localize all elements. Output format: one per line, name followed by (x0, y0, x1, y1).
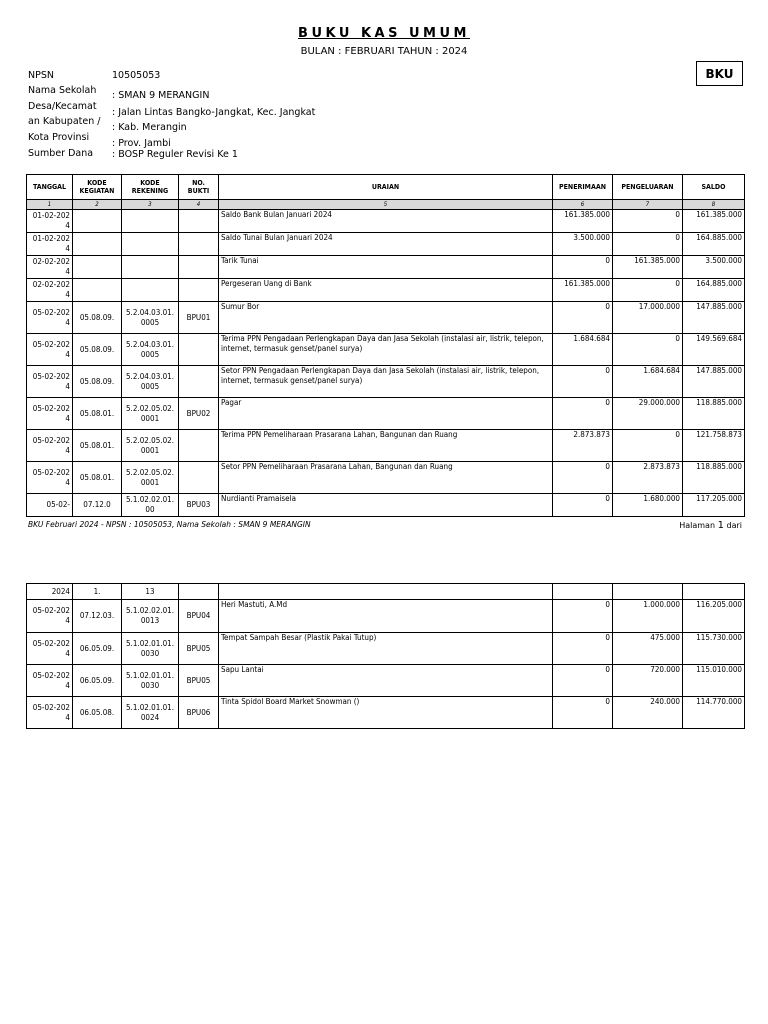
cell-no-bukti: BPU05 (179, 633, 219, 665)
cell-saldo: 118.885.000 (683, 398, 745, 430)
cell-saldo: 147.885.000 (683, 302, 745, 334)
col-no-bukti: NO. BUKTI (179, 175, 219, 200)
cell-no-bukti (179, 462, 219, 494)
cell-no-bukti (179, 366, 219, 398)
col-number: 3 (122, 200, 179, 210)
cell-no-bukti: BPU03 (179, 494, 219, 517)
cell-pengeluaran: 0 (613, 430, 683, 462)
cell-tanggal: 05-02-2024 (27, 633, 73, 665)
cell-kode-kegiatan: 06.05.09. (73, 633, 122, 665)
cell-pengeluaran: 0 (613, 279, 683, 302)
page-suffix: dari (726, 521, 742, 530)
cell-no-bukti (179, 279, 219, 302)
cell-tanggal: 05-02-2024 (27, 302, 73, 334)
cell-saldo: 3.500.000 (683, 256, 745, 279)
cell-no-bukti: BPU06 (179, 697, 219, 729)
col-number: 2 (73, 200, 122, 210)
cell-pengeluaran: 0 (613, 233, 683, 256)
column-number-row (27, 200, 745, 210)
cell-pengeluaran: 1.000.000 (613, 600, 683, 633)
cell-pengeluaran: 29.000.000 (613, 398, 683, 430)
cell-tanggal: 05-02-2024 (27, 398, 73, 430)
table-row (27, 633, 745, 665)
cell-kode-rekening: 5.1.02.01.01.0024 (122, 697, 179, 729)
cell-kode-rekening (122, 256, 179, 279)
cell-saldo: 116.205.000 (683, 600, 745, 633)
cell-saldo: 118.885.000 (683, 462, 745, 494)
table-body-page-2 (27, 584, 745, 729)
col-kode-kegiatan: KODE KEGIATAN (73, 175, 122, 200)
cell-no-bukti: BPU01 (179, 302, 219, 334)
cell-saldo: 115.730.000 (683, 633, 745, 665)
page-number: 1 (717, 520, 724, 531)
document-title: BUKU KAS UMUM (298, 26, 470, 41)
col-pengeluaran: PENGELUARAN (613, 175, 683, 200)
cell-penerimaan: 0 (553, 256, 613, 279)
table-row (27, 462, 745, 494)
value-npsn: 10505053 (112, 70, 161, 81)
table-row (27, 494, 745, 517)
cell-tanggal: 05-02-2024 (27, 366, 73, 398)
table-row (27, 430, 745, 462)
table-row (27, 334, 745, 366)
cell-kode-kegiatan: 1. (73, 584, 122, 600)
table-row (27, 584, 745, 600)
cell-penerimaan: 0 (553, 697, 613, 729)
cell-no-bukti (179, 334, 219, 366)
cell-kode-kegiatan: 06.05.08. (73, 697, 122, 729)
col-number: 4 (179, 200, 219, 210)
cell-kode-rekening: 5.1.02.01.01.0030 (122, 665, 179, 697)
cell-saldo (683, 584, 745, 600)
cell-saldo: 149.569.684 (683, 334, 745, 366)
cell-uraian: Tempat Sampah Besar (Plastik Pakai Tutup) (219, 633, 553, 665)
cell-tanggal: 05-02-2024 (27, 697, 73, 729)
cell-pengeluaran: 0 (613, 210, 683, 233)
cell-kode-rekening: 5.1.02.02.01.0013 (122, 600, 179, 633)
cell-kode-kegiatan (73, 233, 122, 256)
cell-tanggal: 01-02-2024 (27, 210, 73, 233)
label-nama-sekolah: Nama Sekolah (28, 85, 97, 96)
cell-kode-kegiatan: 05.08.09. (73, 302, 122, 334)
cell-no-bukti: BPU05 (179, 665, 219, 697)
label-npsn: NPSN (28, 70, 54, 81)
table-row (27, 279, 745, 302)
cell-kode-rekening: 5.2.02.05.02.0001 (122, 430, 179, 462)
cell-uraian: Saldo Tunai Bulan Januari 2024 (219, 233, 553, 256)
document-subtitle: BULAN : FEBRUARI TAHUN : 2024 (300, 46, 468, 57)
cell-saldo: 164.885.000 (683, 233, 745, 256)
cell-kode-kegiatan: 06.05.09. (73, 665, 122, 697)
cell-kode-rekening: 5.2.04.03.01.0005 (122, 334, 179, 366)
col-number: 7 (613, 200, 683, 210)
value-kabupaten: : Kab. Merangin (112, 122, 187, 133)
cell-tanggal: 05-02-2024 (27, 462, 73, 494)
cell-penerimaan: 1.684.684 (553, 334, 613, 366)
table-row (27, 210, 745, 233)
cell-pengeluaran (613, 584, 683, 600)
cell-penerimaan (553, 584, 613, 600)
cell-uraian (219, 584, 553, 600)
cell-no-bukti (179, 430, 219, 462)
cell-uraian: Tarik Tunai (219, 256, 553, 279)
cell-tanggal: 05-02-2024 (27, 600, 73, 633)
cell-kode-rekening: 13 (122, 584, 179, 600)
col-saldo: SALDO (683, 175, 745, 200)
cell-kode-rekening: 5.2.04.03.01.0005 (122, 302, 179, 334)
cell-tanggal: 05-02-2024 (27, 665, 73, 697)
cell-no-bukti: BPU02 (179, 398, 219, 430)
cell-penerimaan: 0 (553, 600, 613, 633)
table-row (27, 600, 745, 633)
cell-penerimaan: 3.500.000 (553, 233, 613, 256)
cell-pengeluaran: 720.000 (613, 665, 683, 697)
col-number: 1 (27, 200, 73, 210)
label-kabupaten: an Kabupaten / (28, 116, 101, 127)
cell-uraian: Heri Mastuti, A.Md (219, 600, 553, 633)
cell-saldo: 164.885.000 (683, 279, 745, 302)
cell-kode-kegiatan (73, 256, 122, 279)
cell-pengeluaran: 161.385.000 (613, 256, 683, 279)
cell-uraian: Terima PPN Pemeliharaan Prasarana Lahan, Bangunan dan Ruang (219, 430, 553, 462)
cell-kode-kegiatan: 07.12.0 (73, 494, 122, 517)
cell-uraian: Setor PPN Pemeliharaan Prasarana Lahan, Bangunan dan Ruang (219, 462, 553, 494)
cell-kode-kegiatan: 05.08.01. (73, 398, 122, 430)
cell-no-bukti (179, 210, 219, 233)
cell-penerimaan: 0 (553, 462, 613, 494)
cell-uraian: Tinta Spidol Board Market Snowman () (219, 697, 553, 729)
cell-pengeluaran: 240.000 (613, 697, 683, 729)
col-number: 8 (683, 200, 745, 210)
cell-tanggal: 02-02-2024 (27, 279, 73, 302)
label-sumber-dana: Sumber Dana (28, 148, 94, 159)
col-uraian: URAIAN (219, 175, 553, 200)
col-number: 6 (553, 200, 613, 210)
value-nama-sekolah: : SMAN 9 MERANGIN (112, 90, 210, 101)
cell-uraian: Pagar (219, 398, 553, 430)
cell-penerimaan: 0 (553, 398, 613, 430)
col-penerimaan: PENERIMAAN (553, 175, 613, 200)
cell-kode-rekening (122, 279, 179, 302)
value-sumber-dana: : BOSP Reguler Revisi Ke 1 (112, 149, 238, 160)
bku-badge: BKU (696, 61, 743, 86)
page-indicator (679, 520, 742, 531)
cell-penerimaan: 161.385.000 (553, 279, 613, 302)
cell-tanggal: 05-02- (27, 494, 73, 517)
label-provinsi: Kota Provinsi (28, 132, 90, 143)
cell-pengeluaran: 1.680.000 (613, 494, 683, 517)
cell-penerimaan: 0 (553, 302, 613, 334)
cell-kode-kegiatan: 05.08.01. (73, 430, 122, 462)
cell-no-bukti (179, 233, 219, 256)
cell-uraian: Nurdianti Pramaisela (219, 494, 553, 517)
cell-kode-kegiatan (73, 279, 122, 302)
cell-uraian: Sumur Bor (219, 302, 553, 334)
footer-note: BKU Februari 2024 - NPSN : 10505053, Nama Sekolah : SMAN 9 MERANGIN (28, 520, 311, 529)
cell-penerimaan: 0 (553, 665, 613, 697)
cell-kode-kegiatan: 05.08.09. (73, 334, 122, 366)
cell-saldo: 121.758.873 (683, 430, 745, 462)
cell-uraian: Setor PPN Pengadaan Perlengkapan Daya dan Jasa Sekolah (instalasi air, listrik, telepon, internet, termasuk genset/panel surya) (219, 366, 553, 398)
table-row (27, 697, 745, 729)
cell-no-bukti (179, 256, 219, 279)
cell-kode-rekening: 5.2.02.05.02.0001 (122, 462, 179, 494)
cell-kode-rekening: 5.2.04.03.01.0005 (122, 366, 179, 398)
cell-penerimaan: 0 (553, 633, 613, 665)
table-row (27, 302, 745, 334)
cell-tanggal: 02-02-2024 (27, 256, 73, 279)
cell-kode-rekening: 5.1.02.01.01.0030 (122, 633, 179, 665)
cell-saldo: 117.205.000 (683, 494, 745, 517)
bku-table-page-2 (26, 583, 745, 729)
page-prefix: Halaman (679, 521, 716, 530)
cell-tanggal: 05-02-2024 (27, 430, 73, 462)
cell-kode-rekening: 5.1.02.02.01.00 (122, 494, 179, 517)
table-body-page-1 (27, 210, 745, 517)
cell-tanggal: 2024 (27, 584, 73, 600)
cell-uraian: Sapu Lantai (219, 665, 553, 697)
col-number: 5 (219, 200, 553, 210)
cell-kode-kegiatan: 05.08.01. (73, 462, 122, 494)
cell-saldo: 147.885.000 (683, 366, 745, 398)
cell-kode-kegiatan (73, 210, 122, 233)
cell-tanggal: 05-02-2024 (27, 334, 73, 366)
cell-kode-rekening: 5.2.02.05.02.0001 (122, 398, 179, 430)
table-row (27, 366, 745, 398)
cell-pengeluaran: 1.684.684 (613, 366, 683, 398)
cell-saldo: 115.010.000 (683, 665, 745, 697)
table-header-row (27, 175, 745, 200)
cell-no-bukti (179, 584, 219, 600)
label-desa-kecamatan: Desa/Kecamat (28, 101, 97, 112)
table-row (27, 398, 745, 430)
col-tanggal: TANGGAL (27, 175, 73, 200)
cell-kode-kegiatan: 05.08.09. (73, 366, 122, 398)
table-row (27, 256, 745, 279)
cell-kode-rekening (122, 210, 179, 233)
cell-no-bukti: BPU04 (179, 600, 219, 633)
cell-uraian: Pergeseran Uang di Bank (219, 279, 553, 302)
cell-uraian: Saldo Bank Bulan Januari 2024 (219, 210, 553, 233)
cell-pengeluaran: 475.000 (613, 633, 683, 665)
table-row (27, 233, 745, 256)
cell-penerimaan: 0 (553, 366, 613, 398)
cell-pengeluaran: 0 (613, 334, 683, 366)
cell-penerimaan: 0 (553, 494, 613, 517)
table-row (27, 665, 745, 697)
cell-pengeluaran: 17.000.000 (613, 302, 683, 334)
value-alamat: : Jalan Lintas Bangko-Jangkat, Kec. Jangkat (112, 107, 316, 118)
cell-kode-kegiatan: 07.12.03. (73, 600, 122, 633)
cell-penerimaan: 2.873.873 (553, 430, 613, 462)
cell-saldo: 161.385.000 (683, 210, 745, 233)
cell-pengeluaran: 2.873.873 (613, 462, 683, 494)
value-provinsi: : Prov. Jambi (112, 138, 171, 149)
cell-uraian: Terima PPN Pengadaan Perlengkapan Daya dan Jasa Sekolah (instalasi air, listrik, telepon, internet, termasuk genset/panel surya) (219, 334, 553, 366)
cell-penerimaan: 161.385.000 (553, 210, 613, 233)
bku-table-page-1 (26, 174, 745, 517)
col-kode-rekening: KODE REKENING (122, 175, 179, 200)
cell-kode-rekening (122, 233, 179, 256)
cell-tanggal: 01-02-2024 (27, 233, 73, 256)
cell-saldo: 114.770.000 (683, 697, 745, 729)
